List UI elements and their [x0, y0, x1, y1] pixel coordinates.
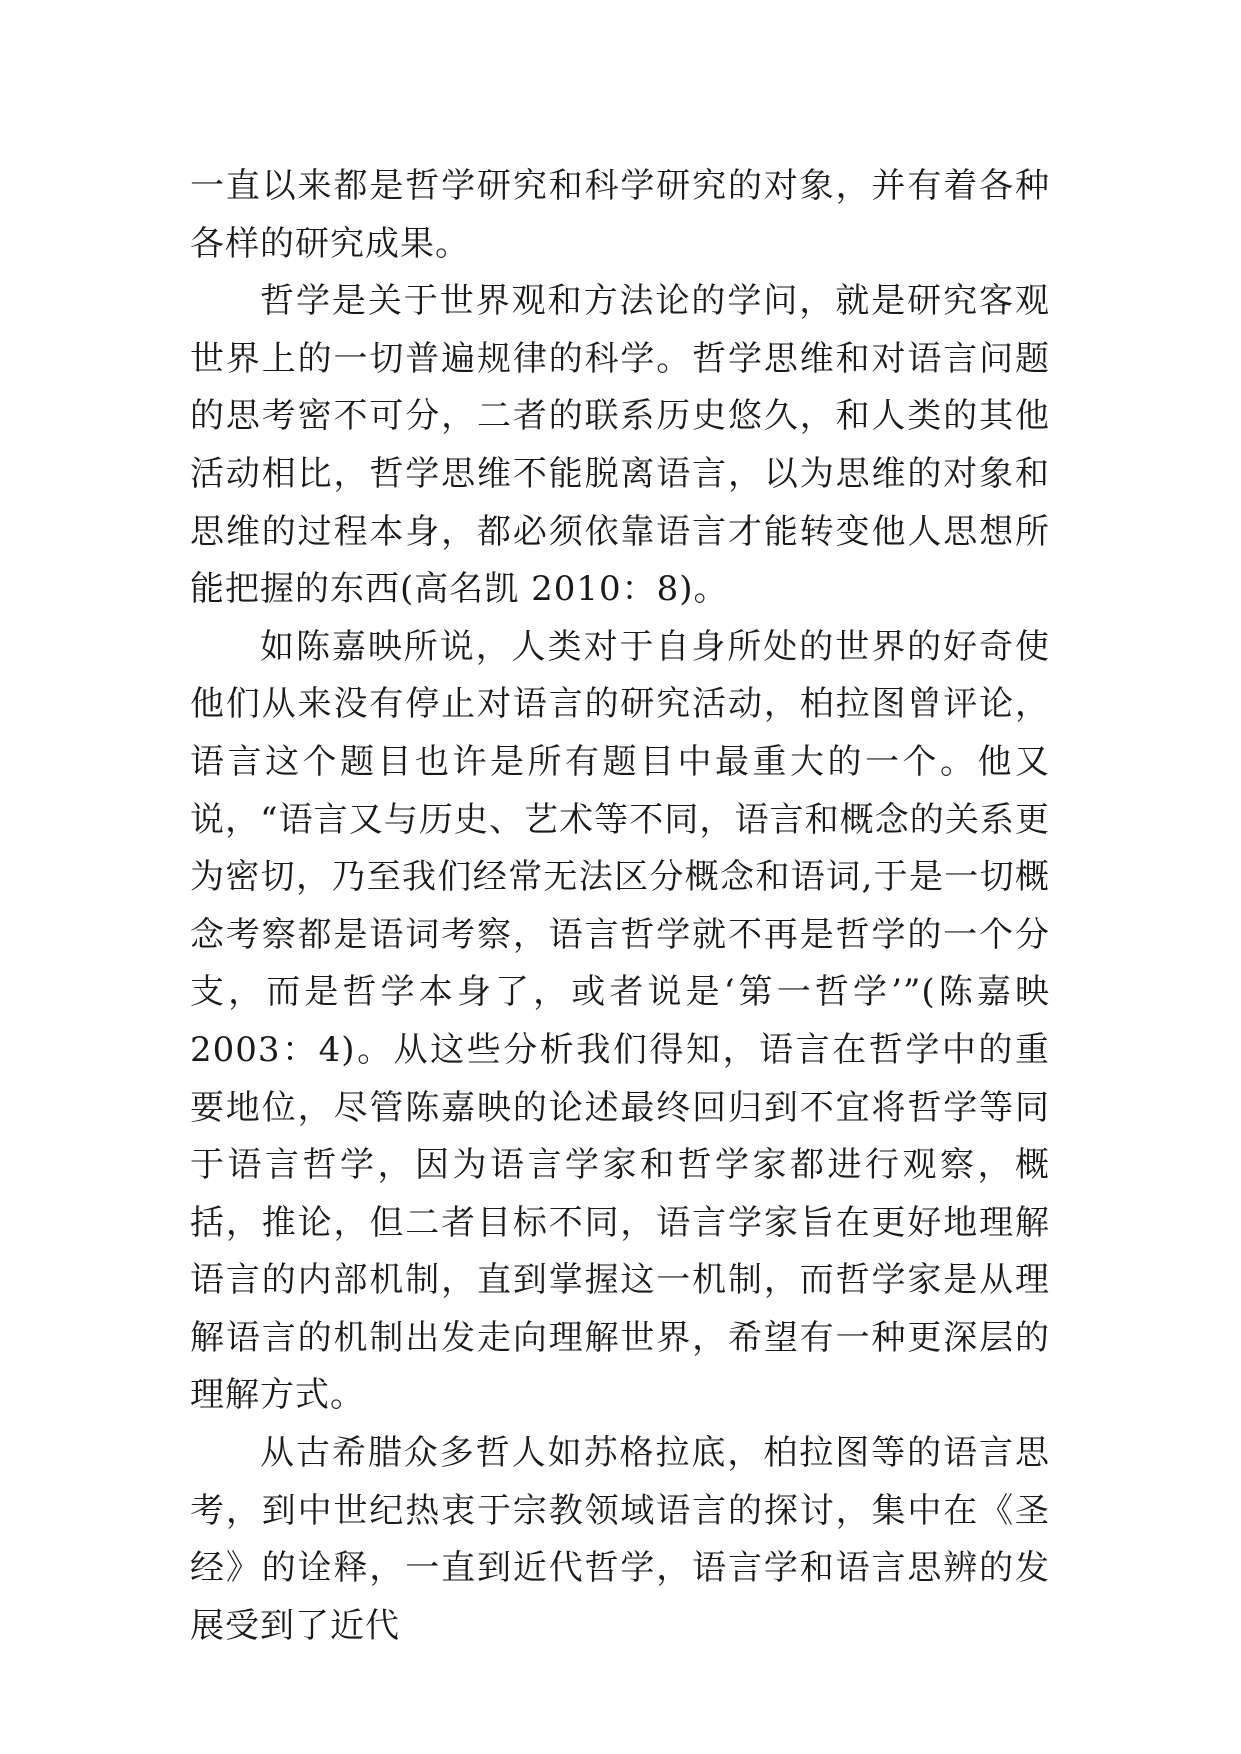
paragraph-history: 从古希腊众多哲人如苏格拉底，柏拉图等的语言思考，到中世纪热衷于宗教领域语言的探讨，集中在《圣经》的诠释，一直到近代哲学，语言学和语言思辨的发展受到了近代 [190, 1433, 1050, 1646]
paragraph-chen-jiaying: 如陈嘉映所说，人类对于自身所处的世界的好奇使他们从来没有停止对语言的研究活动，柏拉图曾评论，语言这个题目也许是所有题目中最重大的一个。他又说，“语言又与历史、艺术等不同，语言和概念的关系更为密切，乃至我们经常无法区分概念和语词,于是一切概念考察都是语词考察，语言哲学就不再是哲学的一个分支，而是哲学本身了，或者说是‘第一哲学’”(陈嘉映 2003：4)。从这些分析我们得知，语言在哲学中的重要地位，尽管陈嘉映的论述最终回归到不宜将哲学等同于语言哲学，因为语言学家和哲学家都进行观察，概括，推论，但二者目标不同，语言学家旨在更好地理解语言的内部机制，直到掌握这一机制，而哲学家是从理解语言的机制出发走向理解世界，希望有一种更深层的理解方式。 [190, 626, 1050, 1416]
paragraph-continuation: 一直以来都是哲学研究和科学研究的对象，并有着各种各样的研究成果。 [190, 166, 1050, 264]
paragraph-philosophy-definition: 哲学是关于世界观和方法论的学问，就是研究客观世界上的一切普遍规律的科学。哲学思维和对语言问题的思考密不可分，二者的联系历史悠久，和人类的其他活动相比，哲学思维不能脱离语言，以为思维的对象和思维的过程本身，都必须依靠语言才能转变他人思想所能把握的东西(高名凯 2010：8)。 [190, 281, 1050, 610]
document-page [190, 158, 1050, 1655]
